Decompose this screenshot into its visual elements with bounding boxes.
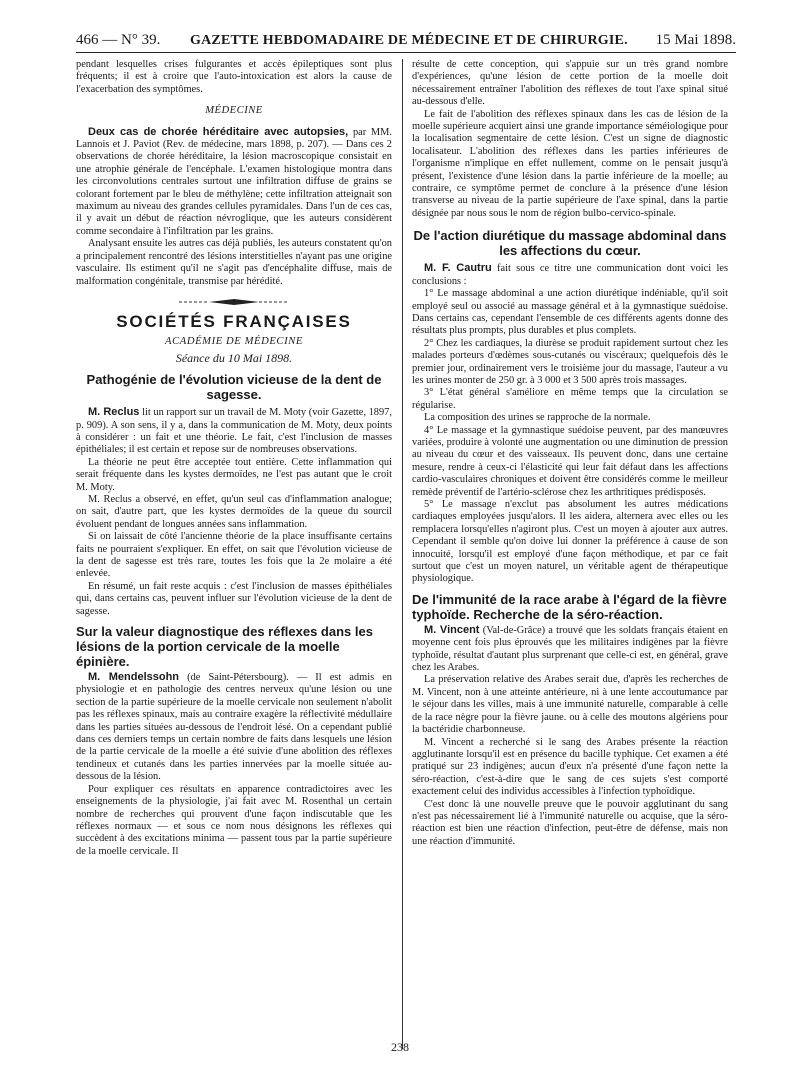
reclus-paragraph-4: Si on laissait de côté l'ancienne théorie de la place insuffisante certains faits ne pourraient s'expliquer. En effet, on sait que l'évolution vicieuse de la dent de sagesse est très rare, toutes les fois que la 2e molaire a été enlevée. — [76, 531, 392, 580]
chorea-body: par MM. Lannois et J. Paviot (Rev. de médecine, mars 1898, p. 207). — Dans ces 2 observations de chorée héréditaire, la lésion macroscopique consistait en une atrophie générale de l'encéphale. L'examen histologique montra dans les circonvolutions centrales surtout une infiltration diffuse de grains se colorant fortement par le bleu de méthylène; cette infiltration atteignait son maximum au niveau des grandes cellules pyramidales. Dans l'un de ces cas, il y avait un début de réaction névroglique, que les auteurs considèrent comme secondaire à l'infiltration par les grains. — [76, 126, 392, 237]
left-column — [76, 59, 392, 858]
reflex-continuation-2: Le fait de l'abolition des réflexes spinaux dans les cas de lésion de la moelle supérieure acquiert ainsi une grande importance séméiologique pour la localisation segmentaire de cette lésion. C'est un signe de diagnostic localisateur. L'abolition des réflexes dans les parties inférieures de l'organisme n'implique en effet nullement, comme on le pensait jusqu'à présent, l'existence d'une lésion dans la partie inférieure de la moelle; au contraire, ce symptôme permet de conclure à la présence d'une lésion transverse au niveau de la partie supérieure de l'axe spinal, dans la partie désignée par nous sous le nom de région bulbo-cervico-spinale. — [412, 108, 728, 219]
running-header — [76, 28, 736, 53]
column-divider — [402, 59, 403, 1049]
mendelssohn-paragraph-1: M. Mendelssohn (de Saint-Pétersbourg). — Il est admis en physiologie et en pathologie des centres nerveux qu'une lésion ou une section de la partie supérieure de la moelle cervicale non seulement n'abolit pas les réflexes spinaux, mais au contraire exagère la réflectivité médullaire dans les parties situées au-dessous de l'endroit lésé. On a cependant publié dans ces derniers temps un certain nombre de faits dans lesquels une lésion de la partie cervicale de la moelle a été suivie d'une abolition des réflexes tendineux et cutanés dans les parties innervées par la moelle située au-dessous de la lésion. — [76, 671, 392, 783]
right-column — [412, 59, 728, 848]
vincent-paragraph-3: M. Vincent a recherché si le sang des Arabes présente la réaction agglutinante lorsqu'il est en présence du bacille typhique. Cet examen a été pratiqué sur 23 indigènes; aucun d'eux n'a présenté d'une façon nette la séro-réaction, c'est-à-dire que le sang de ces sujets s'est comporté exactement celui des individus accessibles à l'infection typhoïdique. — [412, 736, 728, 798]
vincent-paragraph-1: M. Vincent (Val-de-Grâce) a trouvé que les soldats français étaient en moyenne cent fois plus éprouvés que les militaires indigènes par la fièvre typhoïde, résultat d'autant plus surprenant que celle-ci est, en général, grave chez les Arabes. — [412, 623, 728, 674]
seance-date: Séance du 10 Mai 1898. — [175, 350, 293, 365]
article-title-immunite: De l'immunité de la race arabe à l'égard de la fièvre typhoïde. Recherche de la séro-réaction. — [412, 591, 727, 622]
reclus-paragraph-3: M. Reclus a observé, en effet, qu'un seul cas d'inflammation analogue; on sait, d'autre part, que les kystes dermoïdes de la queue du sourcil évoluent pendant de longues années sans inflammation. — [76, 493, 392, 530]
chorea-paragraph — [76, 126, 392, 239]
header-page-number: 466 — N° 39. — [76, 32, 161, 48]
journal-page — [76, 28, 736, 1068]
conclusion-4: 4° Le massage et la gymnastique suédoise peuvent, par des manœuvres variées, produire à volonté une augmentation ou une diminution de pression au niveau du cœur et des vaisseaux. Ils peuvent donc, dans une certaine mesure, rendre à ceux-ci l'élasticité qui leur fait défaut dans les affections cardio-vasculaires chroniques et doivent être considérés comme le meilleur remède préventif de l'artério-sclérose chez les arthritiques prédisposés. — [412, 424, 728, 498]
cautru-intro: M. F. Cautru fait sous ce titre une communication dont voici les conclusions : — [412, 262, 728, 287]
conclusion-3: 3° L'état général s'améliore en même temps que la circulation se régularise. — [412, 387, 728, 411]
reclus-paragraph-2: La théorie ne peut être acceptée tout entière. Cette inflammation qui serait fréquente dans les kystes dermoïdes, ne l'est pas autant que le croit M. Moty. — [76, 456, 392, 493]
reclus-paragraph-5: En résumé, un fait reste acquis : c'est l'inclusion de masses épithéliales qui, dans certains cas, peuvent influer sur l'évolution vicieuse de la dent de sagesse. — [76, 580, 392, 617]
mendelssohn-paragraph-2: Pour expliquer ces résultats en apparence contradictoires avec les enseignements de la physiologie, j'ai fait avec M. Rosenthal un certain nombre de recherches qui prouvent d'une façon indiscutable que les réflexes normaux — et sous ce nom nous désignons les réflexes qui succèdent à des excitations minima — passent tous par la partie supérieure de la moelle cervicale. Il — [76, 783, 392, 857]
section-title-medecine: MÉDECINE — [205, 105, 263, 117]
conclusion-1: 1° Le massage abdominal a une action diurétique indéniable, qu'il soit employé seul ou associé au massage général et à la gymnastique suédoise. Dans certains cas, cependant l'ensemble de ces différents agents donne des résultats plus prompts, plus durables et plus complets. — [412, 288, 728, 337]
author-reclus: M. Reclus — [88, 406, 140, 419]
chorea-paragraph-2: Analysant ensuite les autres cas déjà publiés, les auteurs constatent qu'on a principalement rencontré des lésions interstitielles n'ayant pas une origine vasculaire. Ils estiment qu'il ne s'agit pas d'encéphalite diffuse, mais de malformation congénitale, transmise par hérédité. — [76, 238, 392, 287]
societes-francaises-heading: SOCIÉTÉS FRANÇAISES — [116, 311, 352, 331]
conclusion-2: 2° Chez les cardiaques, la diurèse se produit rapidement surtout chez les malades porteurs d'œdèmes sous-cutanés ou viscéraux; quelquefois dès le premier jour, ordinairement vers le troisième jour du massage, l'auteur a vu les urines monter de 250 gr. à 3 000 et 3 500 après trois massages. — [412, 337, 728, 386]
chorea-title: Deux cas de chorée héréditaire avec autopsies, — [88, 125, 349, 138]
article-title-reflexes: Sur la valeur diagnostique des réflexes dans les lésions de la portion cervicale de la moelle épinière. — [76, 624, 373, 670]
ornament-divider — [179, 298, 289, 306]
reclus-paragraph-1: M. Reclus lit un rapport sur un travail de M. Moty (voir Gazette, 1897, p. 909). A son sens, il y a, dans la communication de M. Moty, deux points à considérer : un fait et une théorie. Le fait, c'est l'inclusion de masses épithéliales; il est certain et repose sur de nombreuses observations. — [76, 406, 392, 456]
author-cautru: M. F. Cautru — [424, 262, 492, 275]
academie-heading: ACADÉMIE DE MÉDECINE — [165, 336, 303, 348]
reflex-continuation-1: résulte de cette conception, qui s'appuie sur un très grand nombre d'expériences, qu'une lésion de cette portion de la moelle doit nécessairement entraîner l'abolition des réflexes de tout l'axe spinal situé au-dessous d'elle. — [412, 59, 728, 108]
vincent-paragraph-4: C'est donc là une nouvelle preuve que le pouvoir agglutinant du sang n'est pas nécessairement lié à l'immunité naturelle ou acquise, que la séro-réaction est bien une réaction d'infection, peut-être de défense, mais non une réaction d'immunité. — [412, 798, 728, 847]
header-date: 15 Mai 1898. — [655, 32, 736, 48]
intro-paragraph: pendant lesquelles crises fulgurantes et accès épileptiques sont plus fréquents; il est à croire que l'auto-intoxication est alors la cause de l'exacerbation des symptômes. — [76, 59, 392, 95]
vincent-paragraph-2: La préservation relative des Arabes serait due, d'après les recherches de M. Vincent, non à une atteinte antérieure, ni à une lente accoutumance par le séjour dans les villes, mais à une immunité naturelle, comparable à celle de la race nègre pour la fièvre jaune. ou à celle des moutons algériens pour la bactéridie charbonneuse. — [412, 674, 728, 736]
conclusion-5: 5° Le massage n'exclut pas absolument les autres médications cardiaques employées jusqu'alors. Il les aidera, alternera avec elles ou les remplacera lorsqu'elles n'agiront plus. C'est un moyen à ajouter aux autres. Cependant il semble qu'on doive lui donner la préférence à cause de son innocuité, lorsqu'il est employé d'une façon méthodique, et par ce fait surtout que c'est un moyen naturel, un véritable agent de thérapeutique physiologique. — [412, 499, 728, 585]
author-vincent: M. Vincent — [424, 623, 480, 636]
header-journal-title: GAZETTE HEBDOMADAIRE DE MÉDECINE ET DE CHIRURGIE. — [190, 33, 628, 48]
conclusion-3b: La composition des urines se rapproche de la normale. — [424, 412, 651, 424]
folio-number: 238 — [391, 1040, 409, 1054]
article-title-pathogenie: Pathogénie de l'évolution vicieuse de la dent de sagesse. — [86, 372, 382, 403]
article-title-diuretique: De l'action diurétique du massage abdominal dans les affections du cœur. — [413, 228, 727, 259]
author-mendelssohn: M. Mendelssohn — [88, 671, 180, 684]
